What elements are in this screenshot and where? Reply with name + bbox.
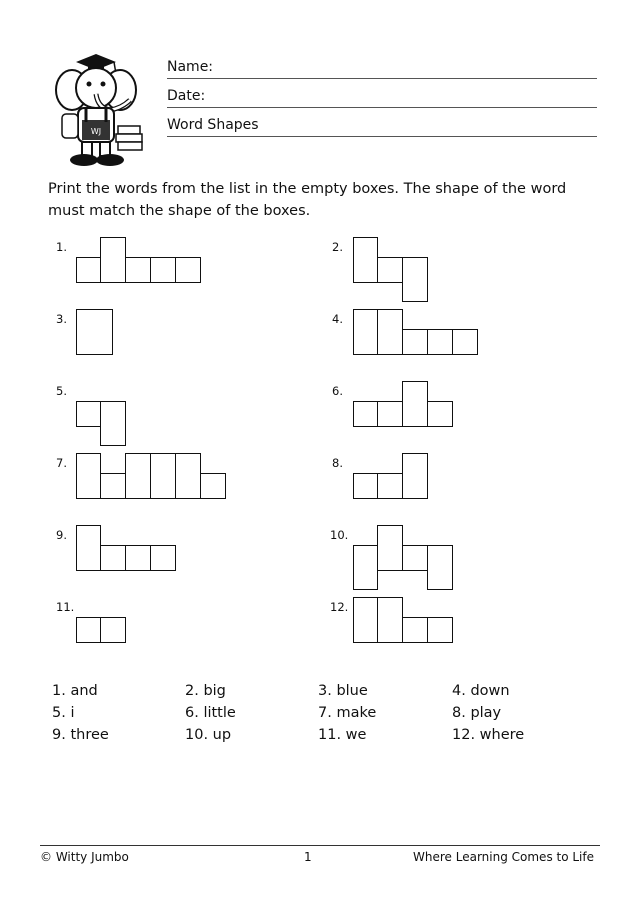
letter-box[interactable]: [200, 473, 226, 499]
letter-box[interactable]: [125, 257, 151, 283]
instructions-text: Print the words from the list in the empty boxes. The shape of the word must match the shape of the boxes.: [48, 181, 567, 219]
letter-box[interactable]: [402, 257, 428, 302]
footer-tagline: Where Learning Comes to Life: [413, 850, 594, 864]
letter-box[interactable]: [353, 309, 378, 355]
puzzle-number-8: 8.: [332, 456, 343, 470]
puzzle-number-4: 4.: [332, 312, 343, 326]
letter-box[interactable]: [353, 473, 378, 499]
letter-box[interactable]: [125, 545, 151, 571]
puzzle-number-11: 11.: [56, 600, 75, 614]
letter-box[interactable]: [353, 545, 378, 590]
footer-page-number: 1: [304, 850, 312, 864]
letter-box[interactable]: [76, 525, 101, 571]
word-list-item: 6. little: [185, 705, 236, 721]
letter-box[interactable]: [76, 617, 101, 643]
puzzle-number-5: 5.: [56, 384, 67, 398]
letter-box[interactable]: [150, 453, 176, 499]
letter-box[interactable]: [377, 525, 403, 571]
footer-copyright: © Witty Jumbo: [40, 850, 129, 864]
letter-box[interactable]: [377, 257, 403, 283]
word-list-item: 5. i: [52, 705, 75, 721]
word-list-item: 10. up: [185, 727, 232, 743]
letter-box[interactable]: [100, 617, 126, 643]
letter-box[interactable]: [402, 453, 428, 499]
letter-box[interactable]: [100, 401, 126, 446]
puzzle-number-3: 3.: [56, 312, 67, 326]
letter-box[interactable]: [100, 545, 126, 571]
name-field[interactable]: [167, 52, 597, 79]
letter-box[interactable]: [377, 401, 403, 427]
date-label: Date:: [167, 88, 206, 104]
letter-box[interactable]: [76, 257, 101, 283]
elephant-mascot-icon: [48, 50, 160, 170]
letter-box[interactable]: [150, 257, 176, 283]
letter-box[interactable]: [100, 237, 126, 283]
letter-box[interactable]: [377, 473, 403, 499]
puzzle-number-12: 12.: [330, 600, 349, 614]
word-list-item: 8. play: [452, 705, 502, 721]
word-list-item: 12. where: [452, 727, 525, 743]
letter-box[interactable]: [402, 329, 428, 355]
word-list-item: 4. down: [452, 683, 510, 699]
letter-box[interactable]: [353, 401, 378, 427]
letter-box[interactable]: [100, 473, 126, 499]
letter-box[interactable]: [76, 453, 101, 499]
letter-box[interactable]: [402, 381, 428, 427]
puzzle-number-7: 7.: [56, 456, 67, 470]
letter-box[interactable]: [175, 453, 201, 499]
letter-box[interactable]: [402, 617, 428, 643]
letter-box[interactable]: [150, 545, 176, 571]
name-label: Name:: [167, 59, 214, 75]
puzzle-number-10: 10.: [330, 528, 349, 542]
puzzle-number-2: 2.: [332, 240, 343, 254]
date-field[interactable]: [167, 81, 597, 108]
letter-box[interactable]: [76, 401, 101, 427]
puzzle-number-9: 9.: [56, 528, 67, 542]
word-list-item: 3. blue: [318, 683, 368, 699]
word-list-item: 7. make: [318, 705, 377, 721]
word-list-item: 1. and: [52, 683, 98, 699]
letter-box[interactable]: [377, 309, 403, 355]
title-label: Word Shapes: [167, 117, 259, 133]
letter-box[interactable]: [427, 617, 453, 643]
letter-box[interactable]: [125, 453, 151, 499]
word-list-item: 9. three: [52, 727, 109, 743]
letter-box[interactable]: [452, 329, 478, 355]
letter-box[interactable]: [427, 545, 453, 590]
word-list-item: 11. we: [318, 727, 367, 743]
puzzle-number-6: 6.: [332, 384, 343, 398]
footer-divider: [40, 845, 600, 846]
letter-box[interactable]: [402, 545, 428, 571]
letter-box[interactable]: [76, 309, 113, 355]
word-list-item: 2. big: [185, 683, 226, 699]
puzzle-number-1: 1.: [56, 240, 67, 254]
letter-box[interactable]: [353, 237, 378, 283]
mascot-shirt-letters: WJ: [90, 127, 102, 136]
letter-box[interactable]: [427, 401, 453, 427]
letter-box[interactable]: [427, 329, 453, 355]
letter-box[interactable]: [353, 597, 378, 643]
letter-box[interactable]: [175, 257, 201, 283]
letter-box[interactable]: [377, 597, 403, 643]
worksheet-title: [167, 110, 597, 137]
